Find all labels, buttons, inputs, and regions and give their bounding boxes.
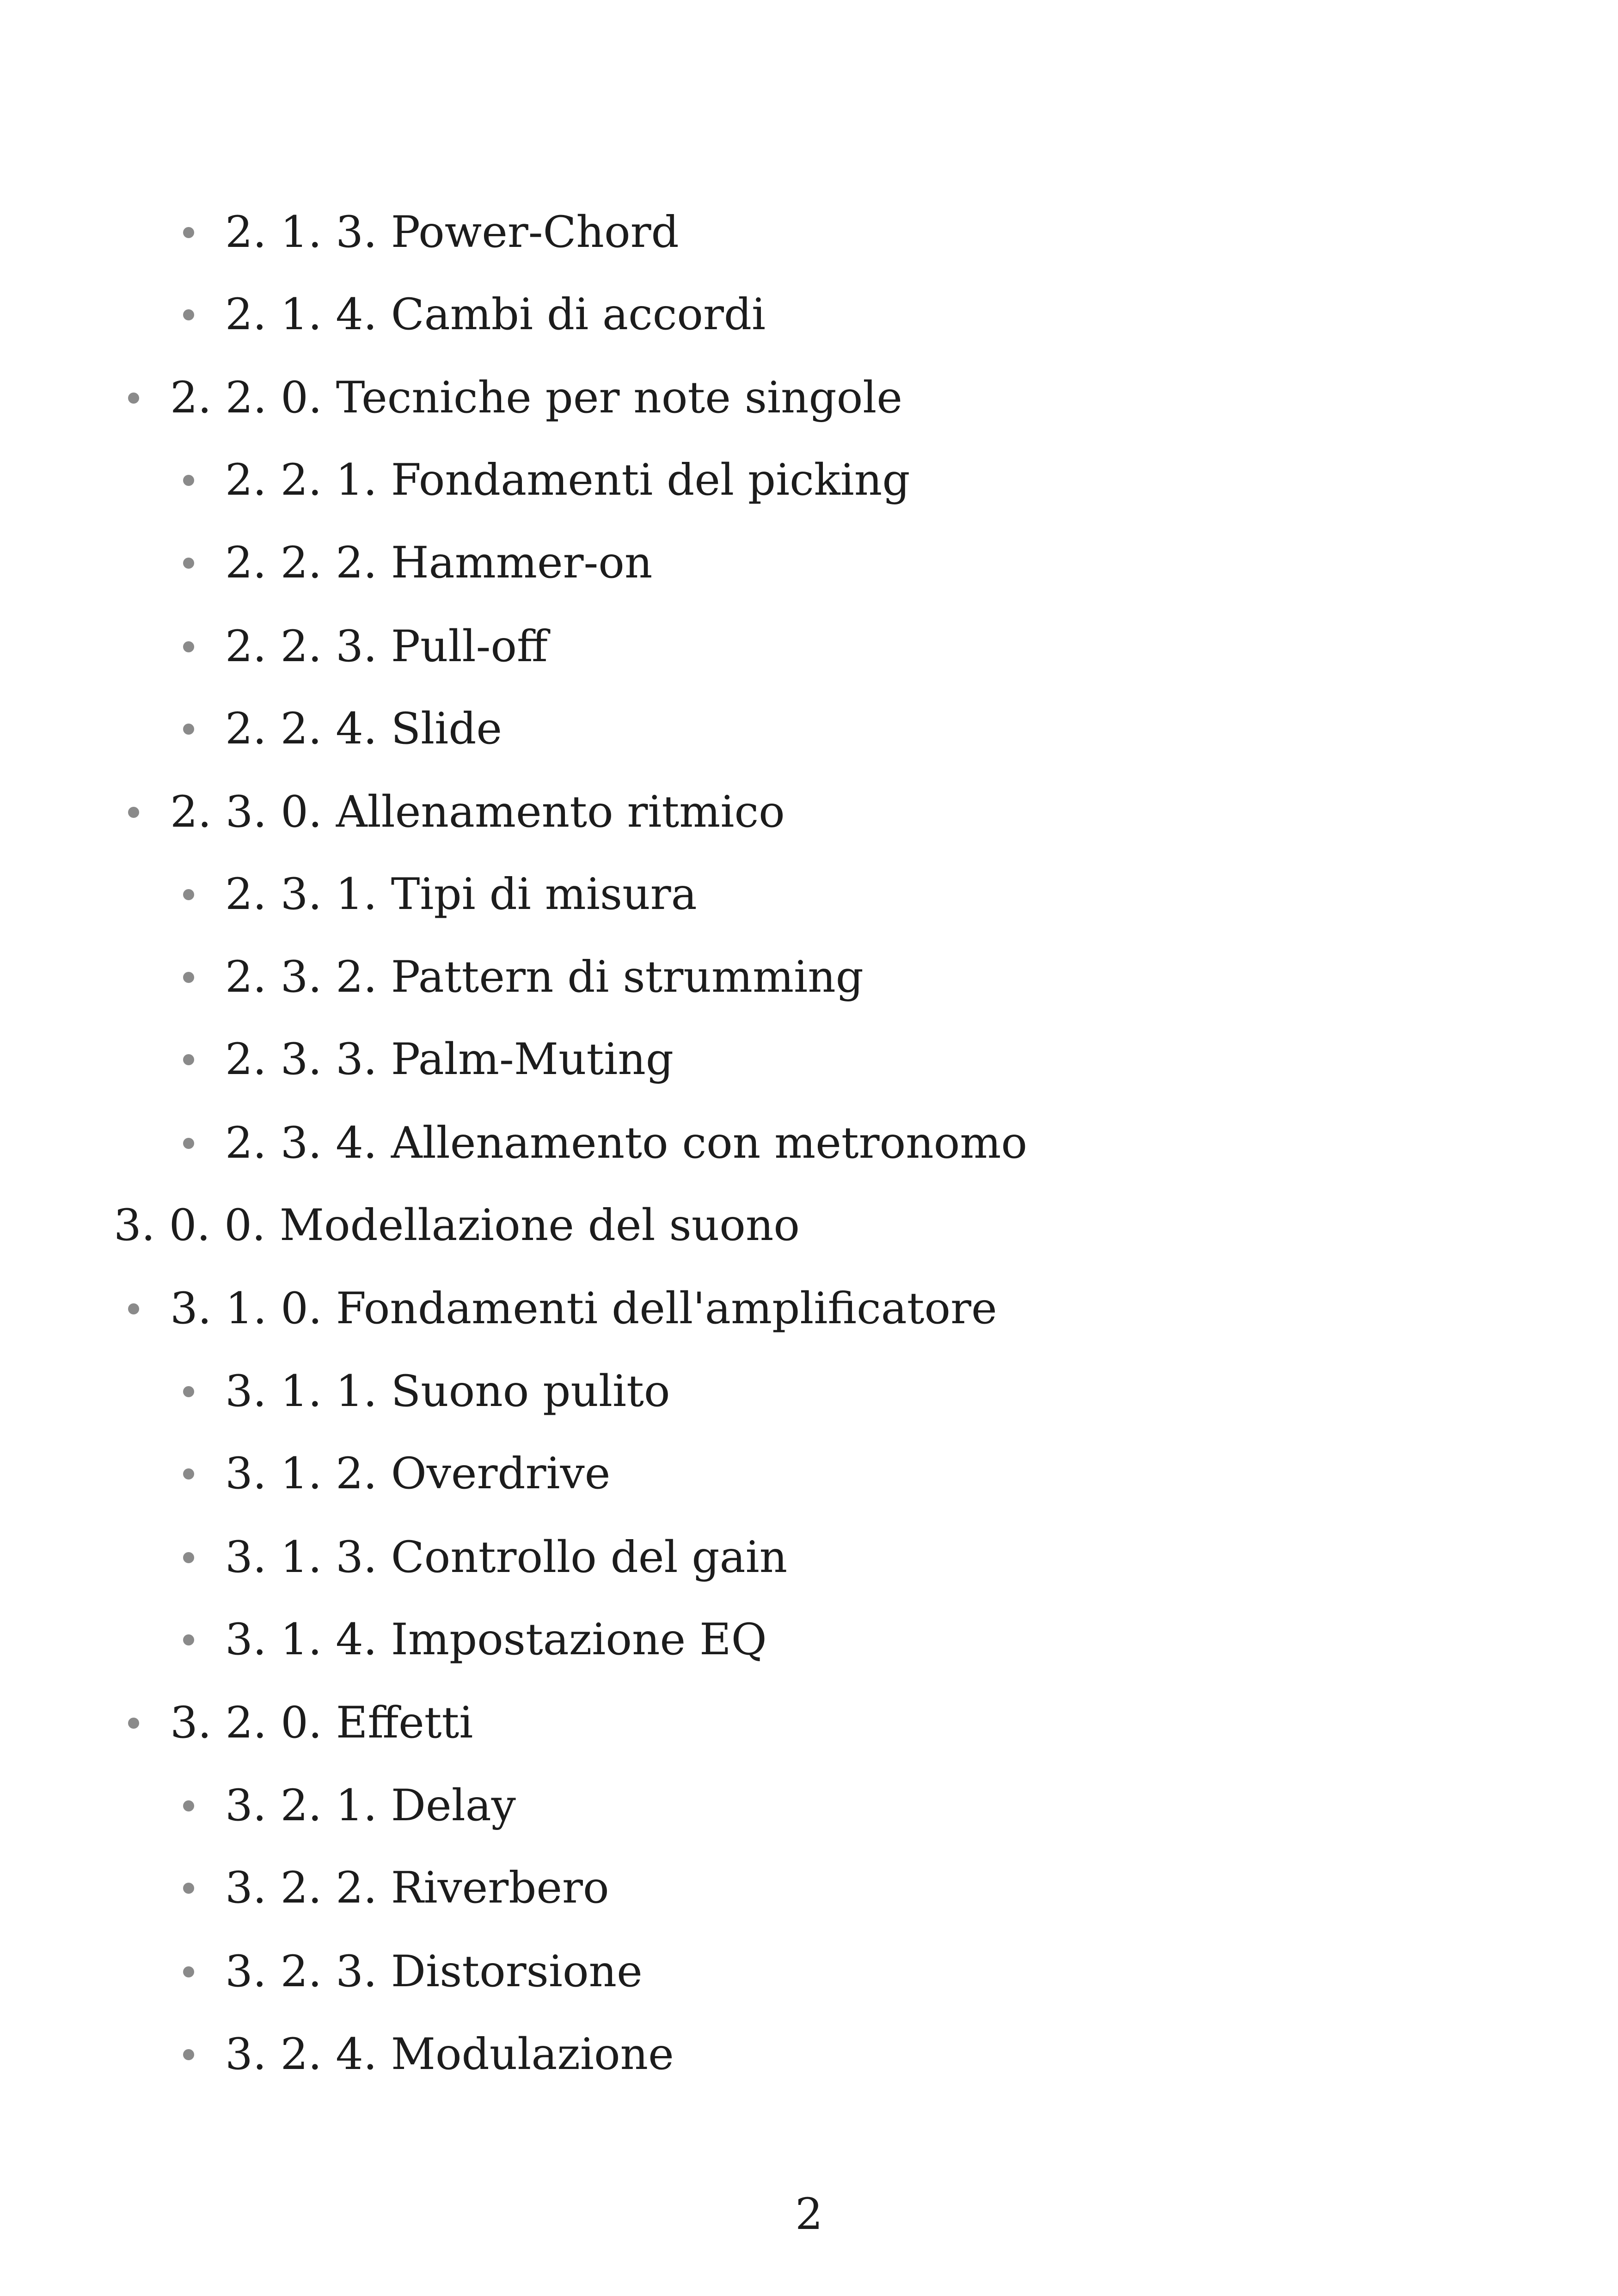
toc-item-label: 3. 1. 0. Fondamenti dell'amplificatore [170, 1283, 997, 1334]
bullet-icon [183, 724, 194, 735]
toc-item-label: 3. 2. 3. Distorsione [225, 1946, 643, 1997]
bullet-icon [128, 1303, 139, 1314]
toc-item-label: 2. 2. 4. Slide [225, 704, 503, 754]
bullet-icon [183, 1552, 194, 1563]
bullet-icon [183, 309, 194, 320]
toc-item-label: 3. 1. 1. Suono pulito [225, 1366, 670, 1417]
toc-item-label: 3. 2. 0. Effetti [170, 1698, 473, 1748]
bullet-icon [183, 1386, 194, 1397]
bullet-icon [183, 475, 194, 486]
toc-item-label: 2. 3. 2. Pattern di strumming [225, 952, 864, 1002]
toc-item-label: 3. 1. 2. Overdrive [225, 1449, 611, 1499]
toc-item-label: 2. 2. 1. Fondamenti del picking [225, 455, 910, 505]
toc-item-label: 2. 3. 4. Allenamento con metronomo [225, 1118, 1028, 1168]
bullet-icon [183, 1883, 194, 1894]
bullet-icon [183, 889, 194, 900]
bullet-icon [183, 1634, 194, 1645]
toc-item-label: 2. 1. 4. Cambi di accordi [225, 289, 766, 340]
bullet-icon [183, 558, 194, 569]
bullet-icon [128, 1718, 139, 1729]
page-number: 2 [795, 2189, 823, 2240]
bullet-icon [183, 1054, 194, 1065]
toc-item-label: 3. 0. 0. Modellazione del suono [114, 1200, 800, 1251]
toc-item-label: 3. 2. 1. Delay [225, 1780, 516, 1831]
toc-item-label: 3. 1. 4. Impostazione EQ [225, 1615, 767, 1665]
toc-item-label: 3. 2. 2. Riverbero [225, 1863, 609, 1913]
bullet-icon [183, 227, 194, 238]
bullet-icon [183, 641, 194, 652]
bullet-icon [128, 807, 139, 818]
bullet-icon [128, 393, 139, 404]
toc-item-label: 3. 1. 3. Controllo del gain [225, 1532, 788, 1583]
toc-item-label: 2. 2. 2. Hammer-on [225, 538, 653, 588]
bullet-icon [183, 1800, 194, 1811]
toc-item-label: 2. 3. 3. Palm-Muting [225, 1034, 674, 1085]
toc-item-label: 2. 2. 0. Tecniche per note singole [170, 373, 903, 423]
bullet-icon [183, 2049, 194, 2060]
toc-item-label: 3. 2. 4. Modulazione [225, 2029, 674, 2080]
toc-item-label: 2. 3. 1. Tipi di misura [225, 869, 697, 920]
toc-item-label: 2. 1. 3. Power-Chord [225, 207, 679, 258]
bullet-icon [183, 1468, 194, 1480]
bullet-icon [183, 972, 194, 983]
toc-item-label: 2. 2. 3. Pull-off [225, 621, 548, 672]
bullet-icon [183, 1966, 194, 1977]
toc-item-label: 2. 3. 0. Allenamento ritmico [170, 787, 785, 837]
bullet-icon [183, 1138, 194, 1149]
